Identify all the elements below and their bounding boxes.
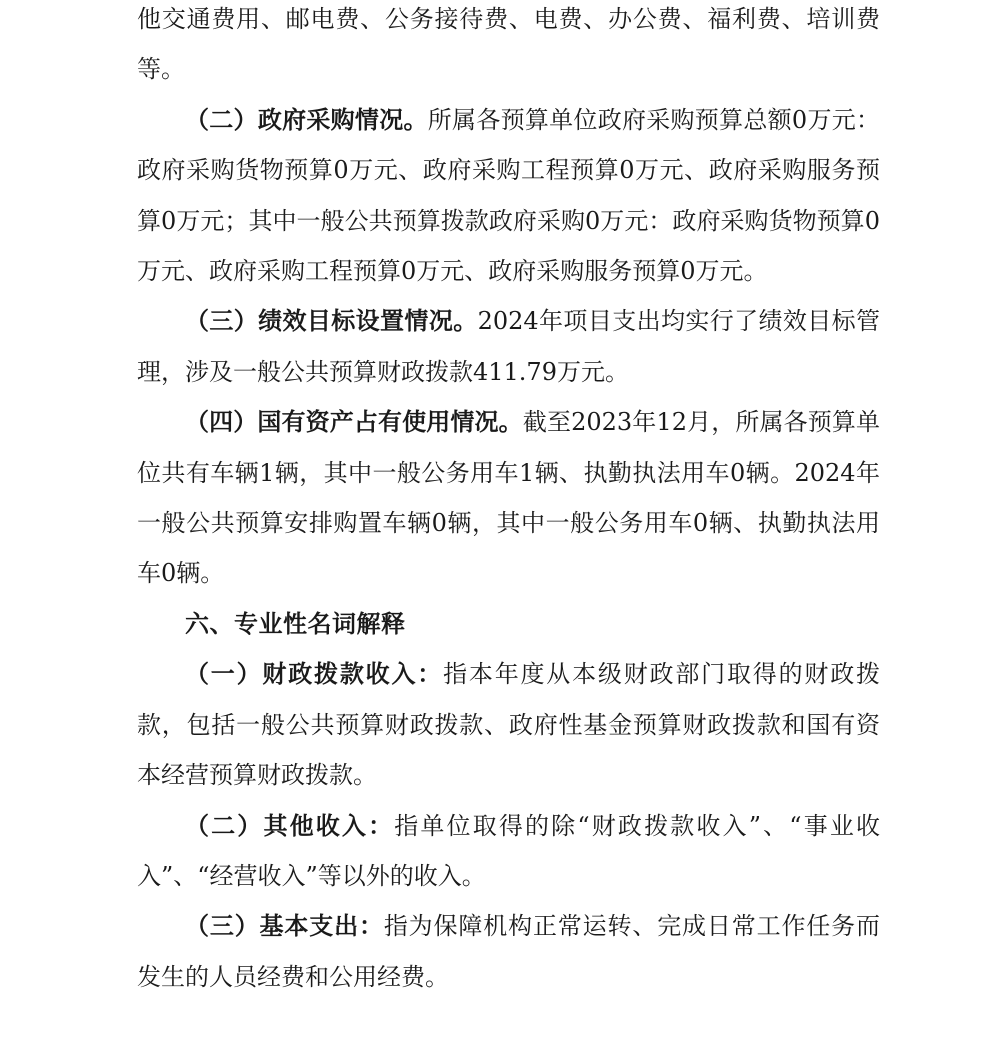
paragraph-basic-expenditure: [137, 901, 880, 1002]
paragraph-lead: （四）国有资产占有使用情况。: [185, 407, 523, 437]
paragraph-lead: （二）其他收入：: [185, 810, 395, 840]
paragraph-other-income: [137, 801, 880, 902]
paragraph-performance-goals: [137, 296, 880, 397]
paragraph-state-assets: [137, 397, 880, 599]
paragraph-text: 截至2023年12月，所属各预算单位共有车辆1辆，其中一般公务用车1辆、执勤执法用车0辆。2024年一般公共预算安排购置车辆0辆，其中一般公务用车0辆、执勤执法用车0辆。: [137, 408, 881, 588]
paragraph-government-procurement: [137, 95, 880, 297]
paragraph-text: 2024年项目支出均实行了绩效目标管理，涉及一般公共预算财政拨款411.79万元。: [137, 307, 881, 386]
paragraph-text: 指本年度从本级财政部门取得的财政拨款，包括一般公共预算财政拨款、政府性基金预算财政拨款和国有资本经营预算财政拨款。: [137, 660, 881, 790]
paragraph-text: 指单位取得的除“财政拨款收入”、“事业收入”、“经营收入”等以外的收入。: [137, 811, 881, 890]
paragraph-fiscal-appropriation-income: [137, 649, 880, 800]
document-body: [137, 0, 880, 1002]
paragraph-text: 指为保障机构正常运转、完成日常工作任务而发生的人员经费和公用经费。: [137, 912, 881, 991]
section-heading: 六、专业性名词解释: [185, 608, 406, 638]
paragraph-lead: （一）财政拨款收入：: [185, 659, 444, 689]
paragraph-lead: （三）绩效目标设置情况。: [185, 306, 478, 336]
paragraph-lead: （二）政府采购情况。: [185, 104, 428, 134]
paragraph-continuation: 他交通费用、邮电费、公务接待费、电费、办公费、福利费、培训费等。: [137, 5, 880, 84]
paragraph-text: 所属各预算单位政府采购预算总额0万元：政府采购货物预算0万元、政府采购工程预算0万元、政府采购服务预算0万元；其中一般公共预算拨款政府采购0万元：政府采购货物预算0万元、政府采购工程预算0万元、政府采购服务预算0万元。: [137, 105, 880, 286]
paragraph-lead: （三）基本支出：: [185, 911, 384, 941]
